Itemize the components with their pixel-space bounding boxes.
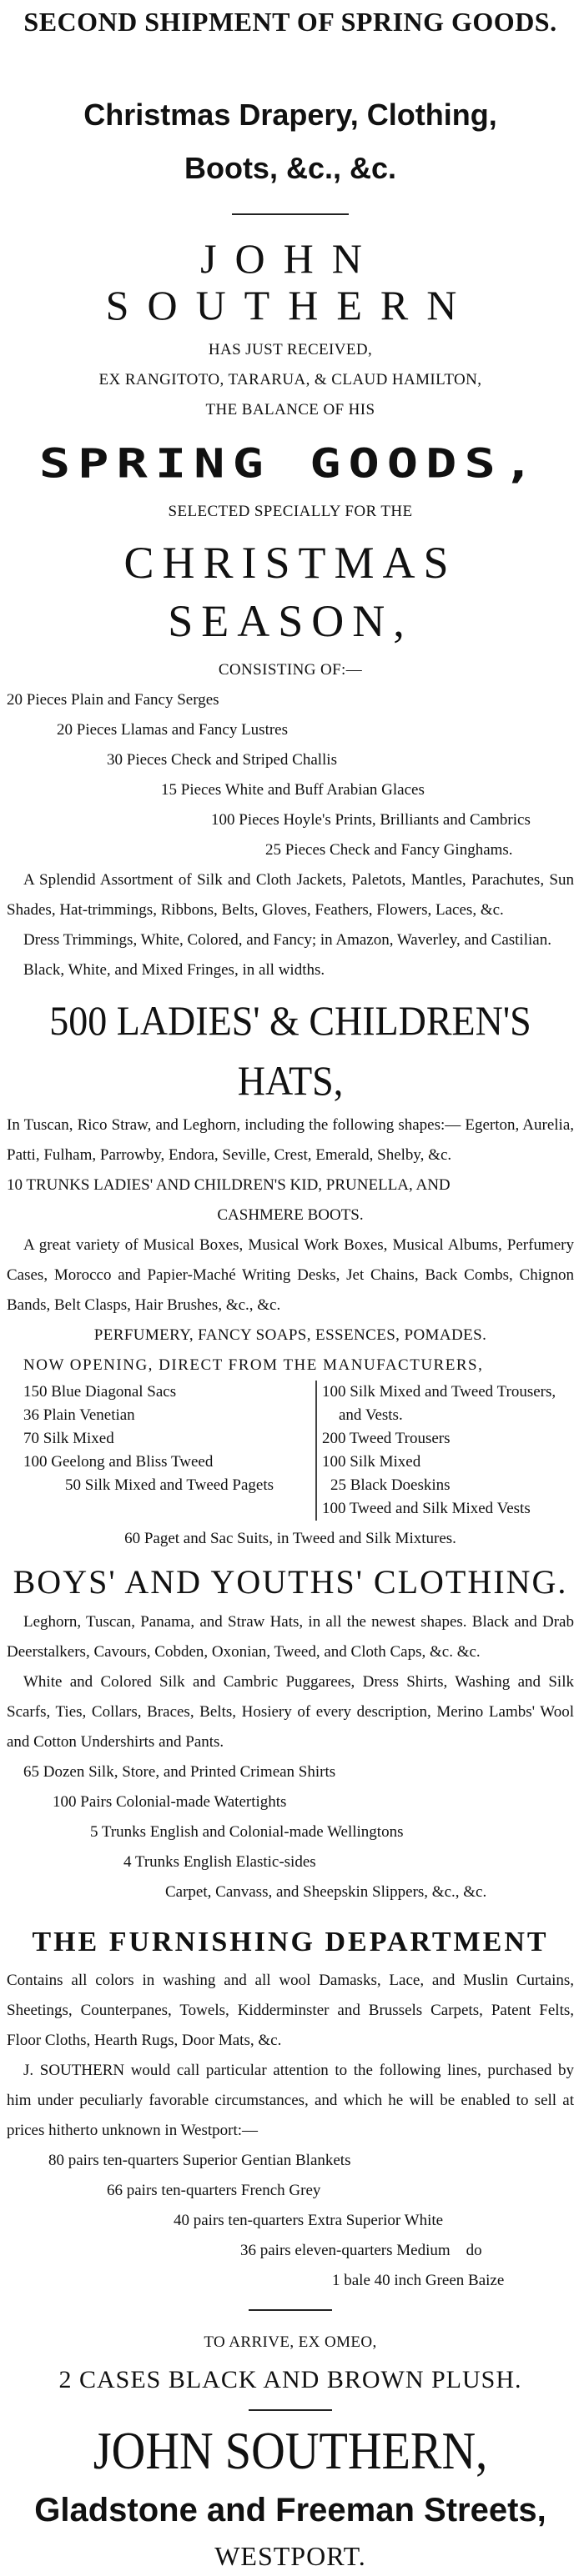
pieces-list [7,685,574,865]
boys-heading: BOYS' AND YOUTHS' CLOTHING. [13,1563,568,1601]
puggarees-paragraph: White and Colored Silk and Cambric Puggarees, Dress Shirts, Washing and Silk Scarfs, Ties, Collars, Braces, Belts, Hosiery of every description, Merino Lambs' Wool and Cotton Undershirts and Pants. [7,1673,574,1751]
list-item: 30 Pieces Check and Striped Challis [107,751,337,769]
list-item: 25 Pieces Check and Fancy Ginghams. [265,841,513,859]
list-item: 100 Geelong and Bliss Tweed [23,1453,214,1471]
furnishing-heading: THE FURNISHING DEPARTMENT [32,1927,549,1957]
list-item: 200 Tweed Trousers [322,1430,451,1447]
list-item: 66 pairs ten-quarters French Grey [107,2182,321,2199]
list-item: 40 pairs ten-quarters Extra Superior White [174,2212,444,2229]
list-item: 36 Plain Venetian [23,1406,135,1424]
list-item: 15 Pieces White and Buff Arabian Glaces [161,781,425,799]
to-arrive-line: TO ARRIVE, EX OMEO, [204,2333,377,2351]
clothing-columns [7,1381,574,1521]
shipment-heading: SECOND SHIPMENT OF SPRING GOODS. [23,7,557,37]
spring-goods-heading: SPRING GOODS, [38,439,542,488]
clothing-column-left [7,1381,315,1521]
list-item: 36 pairs eleven-quarters Medium do [240,2242,482,2259]
list-item: 70 Silk Mixed [23,1430,114,1447]
list-item: 80 pairs ten-quarters Superior Gentian Blankets [48,2152,351,2169]
perfumery-line: PERFUMERY, FANCY SOAPS, ESSENCES, POMADES. [93,1326,487,1344]
trunks-line-1: 10 TRUNKS LADIES' AND CHILDREN'S KID, PRUNELLA, AND [7,1176,451,1194]
plush-line: 2 CASES BLACK AND BROWN PLUSH. [58,2366,522,2393]
blankets-list [7,2146,574,2296]
list-item: 20 Pieces Plain and Fancy Serges [7,691,219,709]
list-item: 4 Trunks English Elastic-sides [123,1853,316,1871]
proprietor-name: JOHN SOUTHERN [105,235,476,328]
list-item: 1 bale 40 inch Green Baize [332,2272,505,2289]
list-item: 100 Silk Mixed [322,1453,421,1471]
musical-paragraph: A great variety of Musical Boxes, Musical Work Boxes, Musical Albums, Perfumery Cases, Morocco and Papier-Maché Writing Desks, Jet Chains, Back Combs, Chignon Bands, Belt Clasps, Hair Brushes, &c., &c. [7,1236,574,1314]
christmas-drapery-line-1: Christmas Drapery, Clothing, [83,98,497,132]
list-item: 100 Pairs Colonial-made Watertights [53,1793,287,1811]
boots-list [7,1787,574,1907]
hats-heading: 500 LADIES' & CHILDREN'S HATS, [49,997,531,1104]
ships-line: EX RANGITOTO, TARARUA, & CLAUD HAMILTON, [98,371,482,388]
boys-hats-paragraph: Leghorn, Tuscan, Panama, and Straw Hats, in all the newest shapes. Black and Drab Deerstalkers, Cavours, Cobden, Oxonian, Tweed, and Cloth Caps, &c. &c. [7,1613,574,1661]
assortment-paragraph: A Splendid Assortment of Silk and Cloth Jackets, Paletots, Mantles, Parachutes, Sun Shades, Hat-trimmings, Ribbons, Belts, Gloves, Feathers, Flowers, Laces, &c. [7,871,574,919]
list-item: 50 Silk Mixed and Tweed Pagets [65,1476,274,1494]
fringes-paragraph: Black, White, and Mixed Fringes, in all widths. [23,961,325,979]
trunks-line-2: CASHMERE BOOTS. [217,1206,364,1224]
footer-streets: Gladstone and Freeman Streets, [34,2492,546,2528]
paget-line: 60 Paget and Sac Suits, in Tweed and Silk Mixtures. [124,1530,456,1547]
list-item: and Vests. [339,1406,403,1424]
list-item: 5 Trunks English and Colonial-made Wellingtons [90,1823,404,1841]
has-received-line: HAS JUST RECEIVED, [208,341,373,358]
balance-line: THE BALANCE OF HIS [205,401,375,418]
divider-rule [232,213,349,215]
christmas-drapery-line-2: Boots, &c., &c. [184,151,397,185]
clothing-column-right [315,1381,574,1521]
now-opening-line: NOW OPENING, DIRECT FROM THE MANUFACTURERS, [23,1356,484,1374]
list-item: 20 Pieces Llamas and Fancy Lustres [57,721,289,739]
consisting-of-line: CONSISTING OF:— [218,661,363,679]
attention-paragraph: J. SOUTHERN would call particular attention to the following lines, purchased by him under peculiarly favorable circumstances, and which he will be enabled to sell at prices hitherto unknown in Westport:— [7,2062,574,2139]
footer-name: JOHN SOUTHERN, [93,2421,488,2480]
list-item: 25 Black Doeskins [330,1476,451,1494]
list-item: 150 Blue Diagonal Sacs [23,1383,177,1401]
hats-paragraph: In Tuscan, Rico Straw, and Leghorn, including the following shapes:— Egerton, Aurelia, Patti, Fulham, Parrowby, Endora, Seville, Crest, Emerald, Shelby, &c. [7,1116,574,1164]
list-item: 100 Silk Mixed and Tweed Trousers, [322,1383,556,1401]
furnishing-paragraph: Contains all colors in washing and all wool Damasks, Lace, and Muslin Curtains, Sheetings, Counterpanes, Towels, Kidderminster and Brussels Carpets, Patent Felts, Floor Cloths, Hearth Rugs, Door Mats, &c. [7,1972,574,2049]
list-item: 100 Tweed and Silk Mixed Vests [322,1500,531,1517]
divider-rule [249,2409,332,2411]
shirts-line: 65 Dozen Silk, Store, and Printed Crimean Shirts [23,1763,336,1781]
list-item: 100 Pieces Hoyle's Prints, Brilliants and Cambrics [211,811,531,829]
selected-line: SELECTED SPECIALLY FOR THE [168,503,413,520]
list-item: Carpet, Canvass, and Sheepskin Slippers, &c., &c. [165,1883,487,1901]
christmas-drapery-heading [7,88,574,195]
christmas-season-heading: CHRISTMAS SEASON, [123,538,457,646]
advertisement-page [0,5,584,2571]
footer-town: WESTPORT. [214,2541,366,2571]
dress-trimmings-paragraph: Dress Trimmings, White, Colored, and Fancy; in Amazon, Waverley, and Castilian. [23,931,551,949]
divider-rule [249,2309,332,2311]
